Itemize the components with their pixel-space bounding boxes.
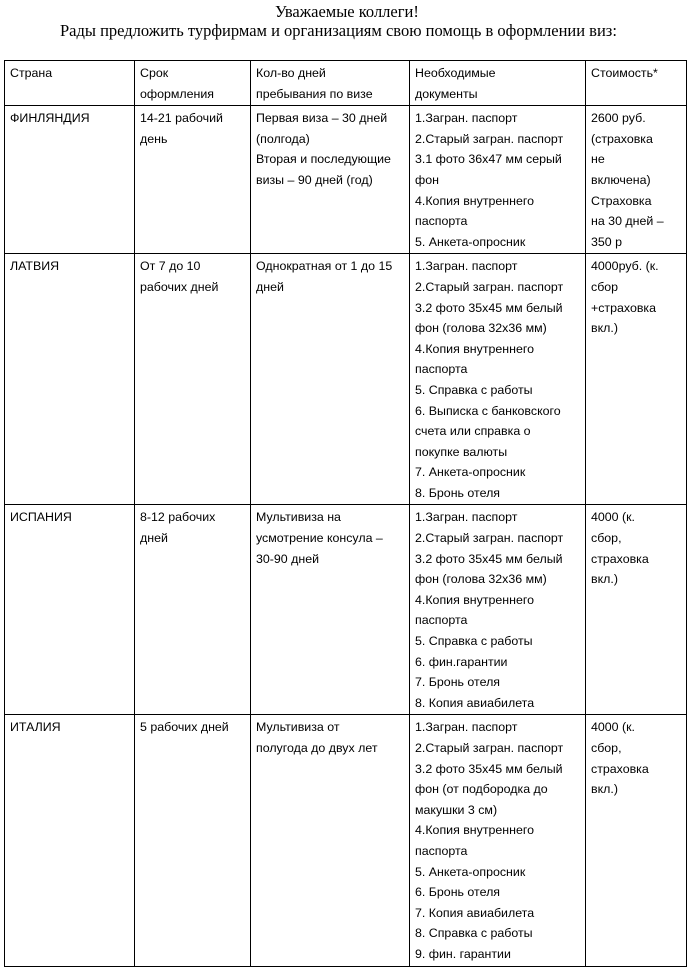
country-cell: ФИНЛЯНДИЯ <box>5 106 135 254</box>
greeting-heading: Уважаемые коллеги! <box>275 2 419 21</box>
table-header-row <box>5 61 687 106</box>
processing-time-cell: 14-21 рабочий день <box>135 106 251 254</box>
stay-days-cell: Мультивиза на усмотрение консула – 30-90 дней <box>251 505 410 715</box>
table-row <box>5 715 687 966</box>
documents-cell: 1.Загран. паспорт 2.Старый загран. паспорт 3.2 фото 35х45 мм белый фон (голова 32х36 мм) 4.Копия внутреннего паспорта 5. Справка с работы 6. фин.гарантии 7. Бронь отеля 8. Копия авиабилета <box>410 505 586 715</box>
country-cell: ИТАЛИЯ <box>5 715 135 966</box>
visa-services-table <box>4 60 687 967</box>
cost-cell: 4000руб. (к. сбор +страховка вкл.) <box>586 254 687 505</box>
table-row <box>5 505 687 715</box>
header-cost: Стоимость* <box>586 61 687 106</box>
documents-cell: 1.Загран. паспорт 2.Старый загран. паспорт 3.2 фото 35х45 мм белый фон (голова 32х36 мм) 4.Копия внутреннего паспорта 5. Справка с работы 6. Выписка с банковского счета или справка о покупке валюты 7. Анкета-опросник 8. Бронь отеля <box>410 254 586 505</box>
country-cell: ИСПАНИЯ <box>5 505 135 715</box>
processing-time-cell: 8-12 рабочих дней <box>135 505 251 715</box>
cost-cell: 2600 руб. (страховка не включена) Страховка на 30 дней – 350 р <box>586 106 687 254</box>
table-row <box>5 106 687 254</box>
documents-cell: 1.Загран. паспорт 2.Старый загран. паспорт 3.1 фото 36х47 мм серый фон 4.Копия внутреннего паспорта 5. Анкета-опросник <box>410 106 586 254</box>
country-cell: ЛАТВИЯ <box>5 254 135 505</box>
header-documents: Необходимые документы <box>410 61 586 106</box>
stay-days-cell: Мультивиза от полугода до двух лет <box>251 715 410 966</box>
header-stay-days: Кол-во дней пребывания по визе <box>251 61 410 106</box>
offer-heading: Рады предложить турфирмам и организациям свою помощь в оформлении виз: <box>60 21 617 40</box>
cost-cell: 4000 (к. сбор, страховка вкл.) <box>586 715 687 966</box>
cost-cell: 4000 (к. сбор, страховка вкл.) <box>586 505 687 715</box>
stay-days-cell: Первая виза – 30 дней (полгода) Вторая и последующие визы – 90 дней (год) <box>251 106 410 254</box>
table-row <box>5 254 687 505</box>
processing-time-cell: 5 рабочих дней <box>135 715 251 966</box>
documents-cell: 1.Загран. паспорт 2.Старый загран. паспорт 3.2 фото 35х45 мм белый фон (от подбородка до макушки 3 см) 4.Копия внутреннего паспорта 5. Анкета-опросник 6. Бронь отеля 7. Копия авиабилета 8. Справка с работы 9. фин. гарантии <box>410 715 586 966</box>
processing-time-cell: От 7 до 10 рабочих дней <box>135 254 251 505</box>
stay-days-cell: Однократная от 1 до 15 дней <box>251 254 410 505</box>
header-processing-time: Срок оформления <box>135 61 251 106</box>
header-country: Страна <box>5 61 135 106</box>
